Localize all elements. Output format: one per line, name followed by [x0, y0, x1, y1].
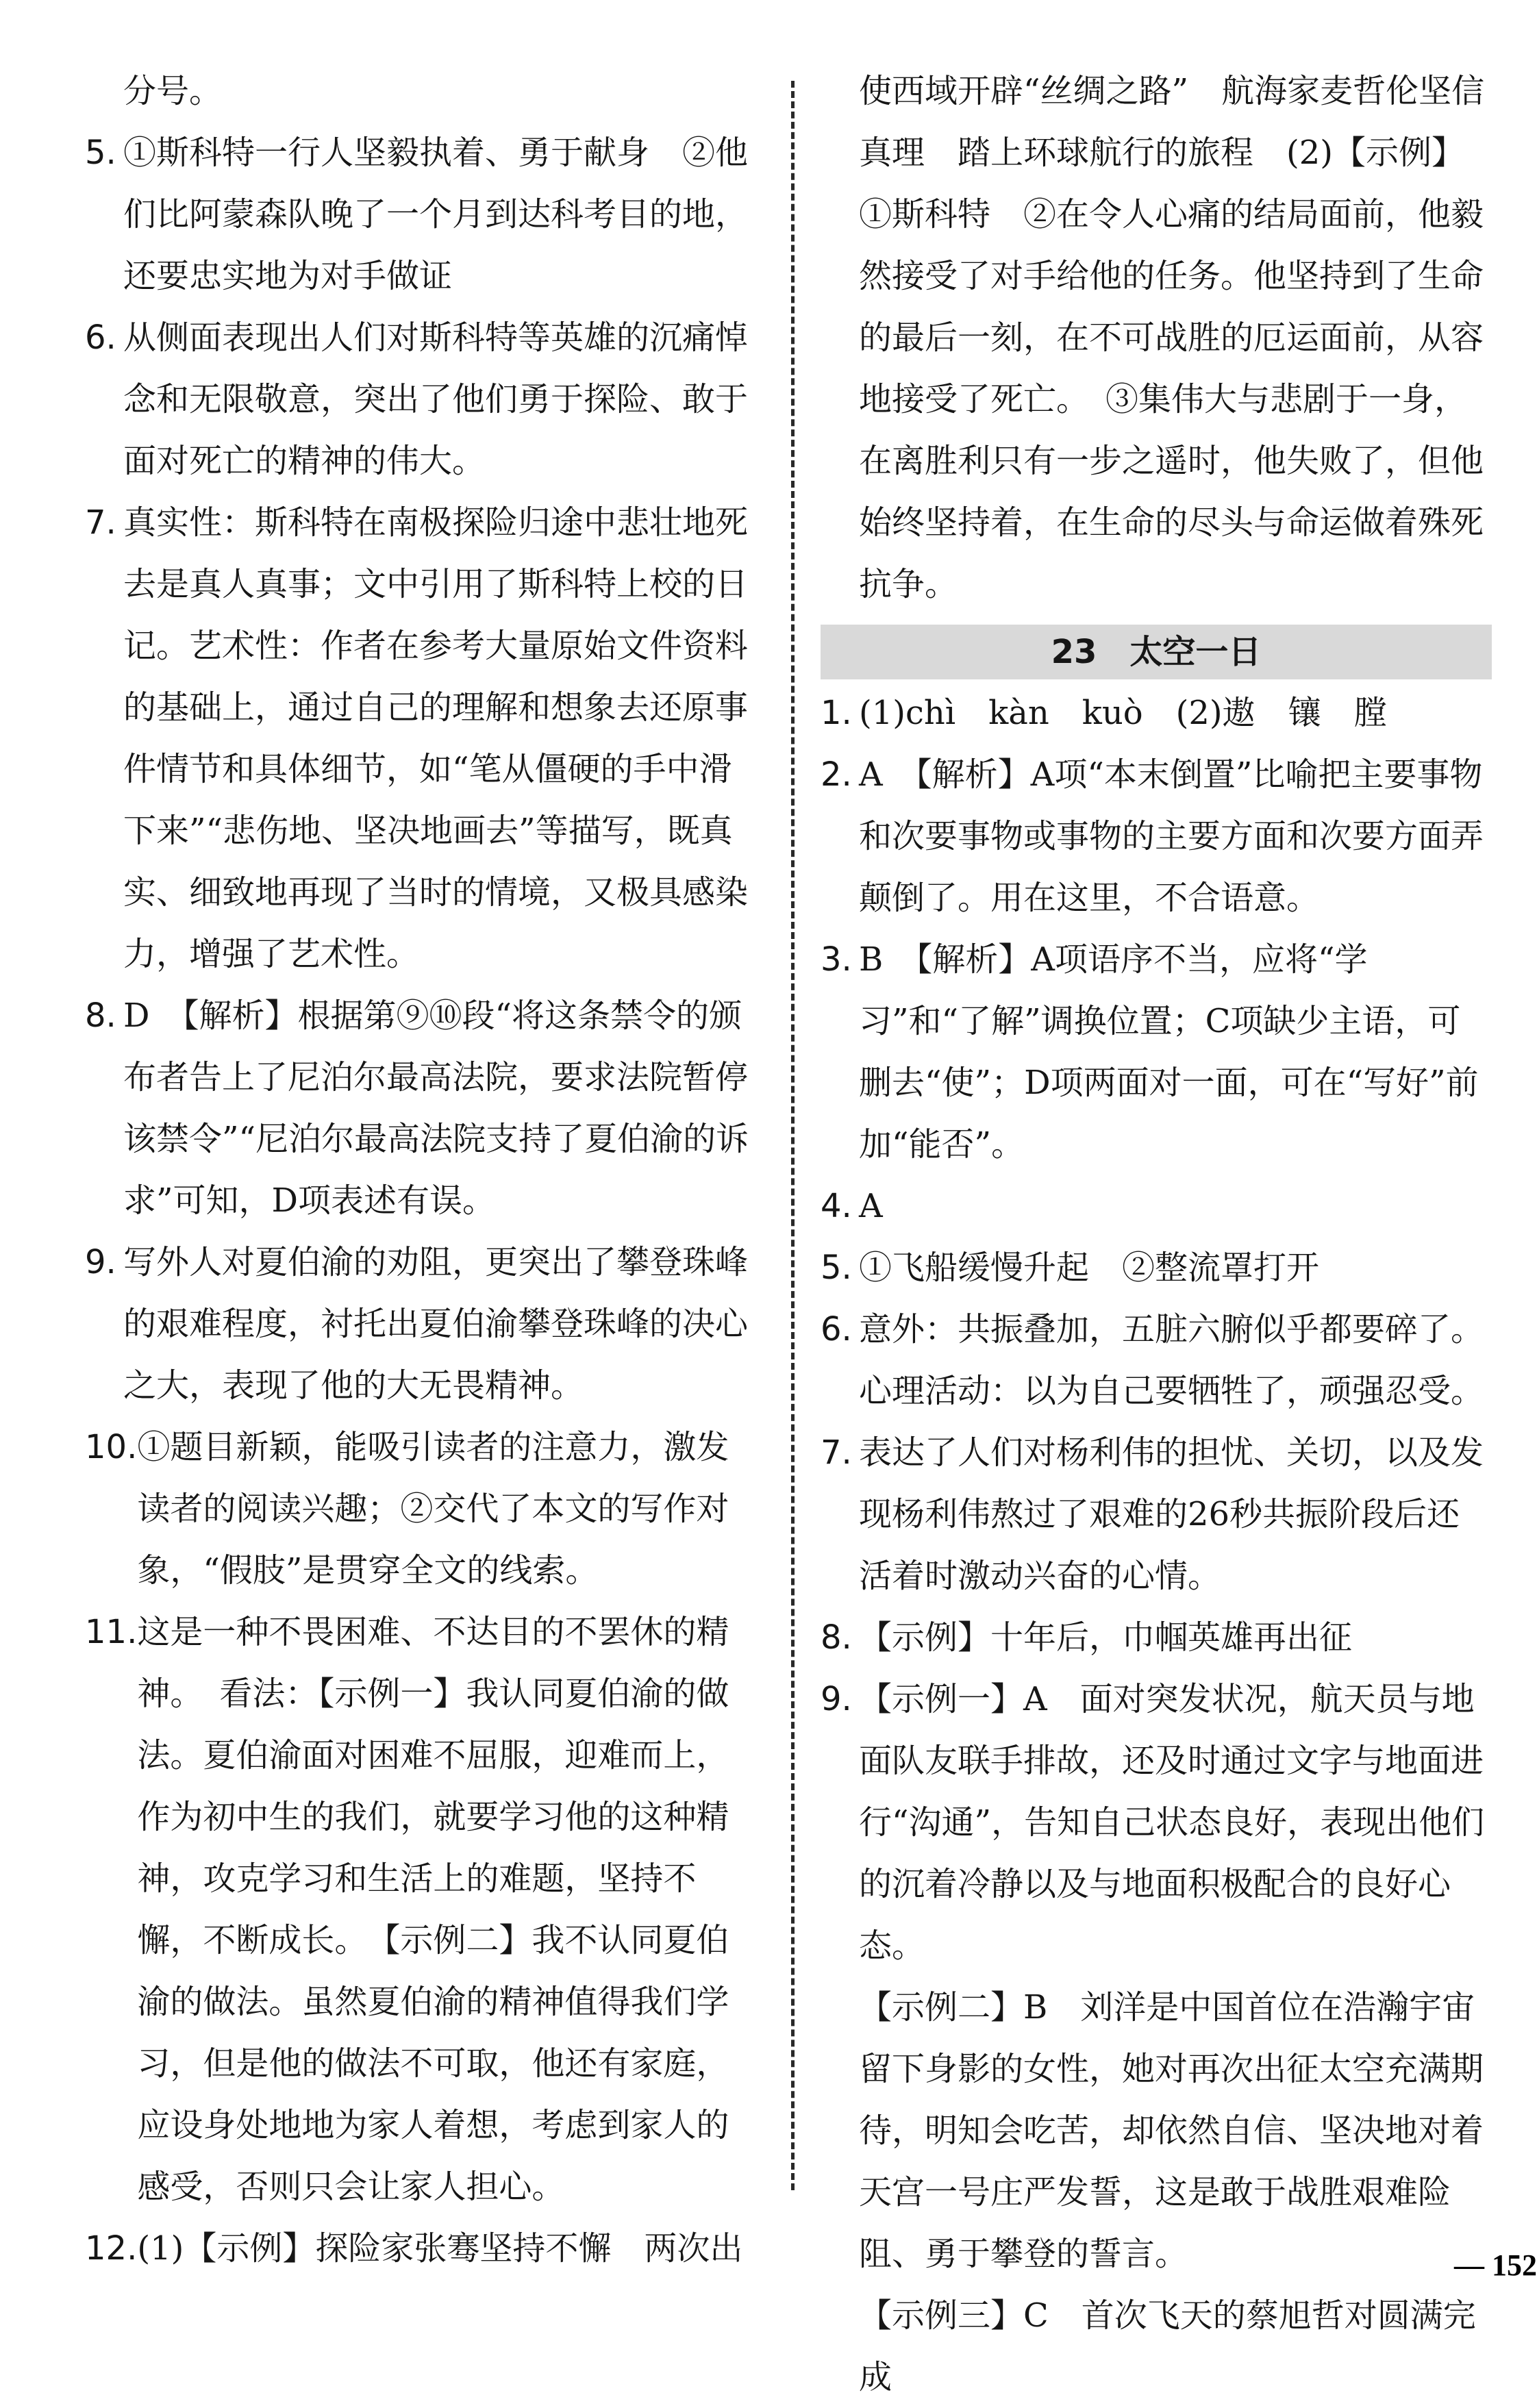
answer-item [85, 1416, 756, 1601]
answer-item [85, 492, 756, 985]
answer-item [85, 1601, 756, 2218]
answer-text: ①题目新颖，能吸引读者的注意力，激发读者的阅读兴趣；②交代了本文的写作对象，“假肢”是贯穿全文的线索。 [137, 1428, 729, 1590]
answer-number: 10. [85, 1428, 138, 1466]
answer-item [85, 307, 756, 492]
right-column [821, 60, 1492, 2408]
answer-item [821, 1237, 1492, 1299]
answer-item [821, 929, 1492, 1175]
answer-number: 2. [821, 755, 852, 794]
answer-text: ①斯科特一行人坚毅执着、勇于献身 ②他们比阿蒙森队晚了一个月到达科考目的地，还要忠实地为对手做证 [123, 134, 749, 295]
answer-item [821, 1299, 1492, 1422]
answer-text: 表达了人们对杨利伟的担忧、关切，以及发现杨利伟熬过了艰难的26秒共振阶段后还活着时激动兴奋的心情。 [859, 1433, 1484, 1595]
answer-continuation: 【示例三】C 首次飞天的蔡旭哲对圆满完成 [859, 2296, 1476, 2396]
answer-text: 写外人对夏伯渝的劝阻，更突出了攀登珠峰的艰难程度，衬托出夏伯渝攀登珠峰的决心之大，表现了他的大无畏精神。 [123, 1243, 749, 1405]
answer-number: 12. [85, 2229, 138, 2268]
answer-text: 意外：共振叠加，五脏六腑似乎都要碎了。心理活动：以为自己要牺牲了，顽强忍受。 [859, 1310, 1484, 1410]
answer-text: 【示例】十年后，巾帼英雄再出征 [859, 1618, 1353, 1657]
answer-continuation: 【示例二】B 刘洋是中国首位在浩瀚宇宙留下身影的女性，她对再次出征太空充满期待，明知会吃苦，却依然自信、坚决地对着天宫一号庄严发誓，这是敢于战胜艰难险阻、勇于攀登的誓言。 [859, 1988, 1484, 2273]
answer-item [821, 1175, 1492, 1237]
section-title: 23 太空一日 [821, 625, 1492, 679]
left-column [85, 60, 756, 2279]
answer-text: 【示例一】A 面对突发状况，航天员与地面队友联手排故，还及时通过文字与地面进行“沟通”，告知自己状态良好，表现出他们的沉着冷静以及与地面积极配合的良好心态。 [859, 1680, 1485, 1965]
right-bottom-block [821, 682, 1492, 2408]
answer-number: 8. [85, 996, 116, 1035]
answer-text: (1)chì kàn kuò (2)遨 镶 膛 [859, 694, 1387, 732]
answer-number: 3. [821, 940, 852, 979]
answer-text: A [859, 1187, 883, 1225]
answer-text: D 【解析】根据第⑨⑩段“将这条禁令的颁布者告上了尼泊尔最高法院，要求法院暂停该禁令”“尼泊尔最高法院支持了夏伯渝的诉求”可知，D项表述有误。 [123, 996, 749, 1220]
answer-text: B 【解析】A项语序不当，应将“学习”和“了解”调换位置；C项缺少主语，可删去“使”；D项两面对一面，可在“写好”前加“能否”。 [859, 940, 1479, 1164]
answer-number: 6. [821, 1310, 852, 1349]
answer-text: 从侧面表现出人们对斯科特等英雄的沉痛悼念和无限敬意，突出了他们勇于探险、敢于面对死亡的精神的伟大。 [123, 318, 749, 480]
answer-item [821, 1422, 1492, 1607]
answer-text: ①飞船缓慢升起 ②整流罩打开 [859, 1249, 1320, 1287]
answer-item [821, 744, 1492, 929]
answer-number: 5. [85, 134, 116, 172]
answer-text: 真实性：斯科特在南极探险归途中悲壮地死去是真人真事；文中引用了斯科特上校的日记。艺术性：作者在参考大量原始文件资料的基础上，通过自己的理解和想象去还原事件情节和具体细节，如“笔从僵硬的手中滑下来”“悲伤地、坚决地画去”等描写，既真实、细致地再现了当时的情境，又极具感染力，增强了艺术性。 [123, 503, 749, 973]
answer-item [821, 1668, 1492, 1977]
answer-item [85, 985, 756, 1231]
answer-number: 8. [821, 1618, 852, 1657]
answer-number: 7. [821, 1433, 852, 1472]
right-top-block [821, 60, 1492, 615]
answer-text: (1)【示例】探险家张骞坚持不懈 两次出 [137, 2229, 743, 2268]
answer-number: 5. [821, 1249, 852, 1287]
answer-item [821, 1607, 1492, 1668]
answer-continuation: 使西域开辟“丝绸之路” 航海家麦哲伦坚信真理 踏上环球航行的旅程 (2)【示例】①斯科特 ②在令人心痛的结局面前，他毅然接受了对手给他的任务。他坚持到了生命的最后一刻，在不可战胜的厄运面前，从容地接受了死亡。 ③集伟大与悲剧于一身，在离胜利只有一步之遥时，他失败了，但他始终坚持着，在生命的尽头与命运做着殊死抗争。 [859, 72, 1485, 603]
answer-continuation: 分号。 [123, 72, 223, 110]
answer-number: 1. [821, 694, 852, 732]
answer-number: 7. [85, 503, 116, 542]
answer-number: 9. [85, 1243, 116, 1281]
answer-number: 9. [821, 1680, 852, 1718]
answer-item [85, 2218, 756, 2279]
answer-item [85, 122, 756, 307]
answer-item [821, 682, 1492, 744]
answer-item [85, 1231, 756, 1416]
answer-number: 4. [821, 1187, 852, 1225]
answer-text: 这是一种不畏困难、不达目的不罢休的精神。 看法：【示例一】我认同夏伯渝的做法。夏伯渝面对困难不屈服，迎难而上，作为初中生的我们，就要学习他的这种精神，攻克学习和生活上的难题，坚持不懈，不断成长。 【示例二】我不认同夏伯渝的做法。虽然夏伯渝的精神值得我们学习，但是他的做法不可取，他还有家庭，应设身处地地为家人着想，考虑到家人的感受，否则只会让家人担心。 [137, 1613, 729, 2206]
page-number: — 152 [1454, 2248, 1537, 2282]
column-divider [791, 81, 795, 2190]
answer-number: 6. [85, 318, 116, 357]
answer-number: 11. [85, 1613, 138, 1651]
answer-text: A 【解析】A项“本末倒置”比喻把主要事物和次要事物或事物的主要方面和次要方面弄颠倒了。用在这里，不合语意。 [859, 755, 1484, 917]
